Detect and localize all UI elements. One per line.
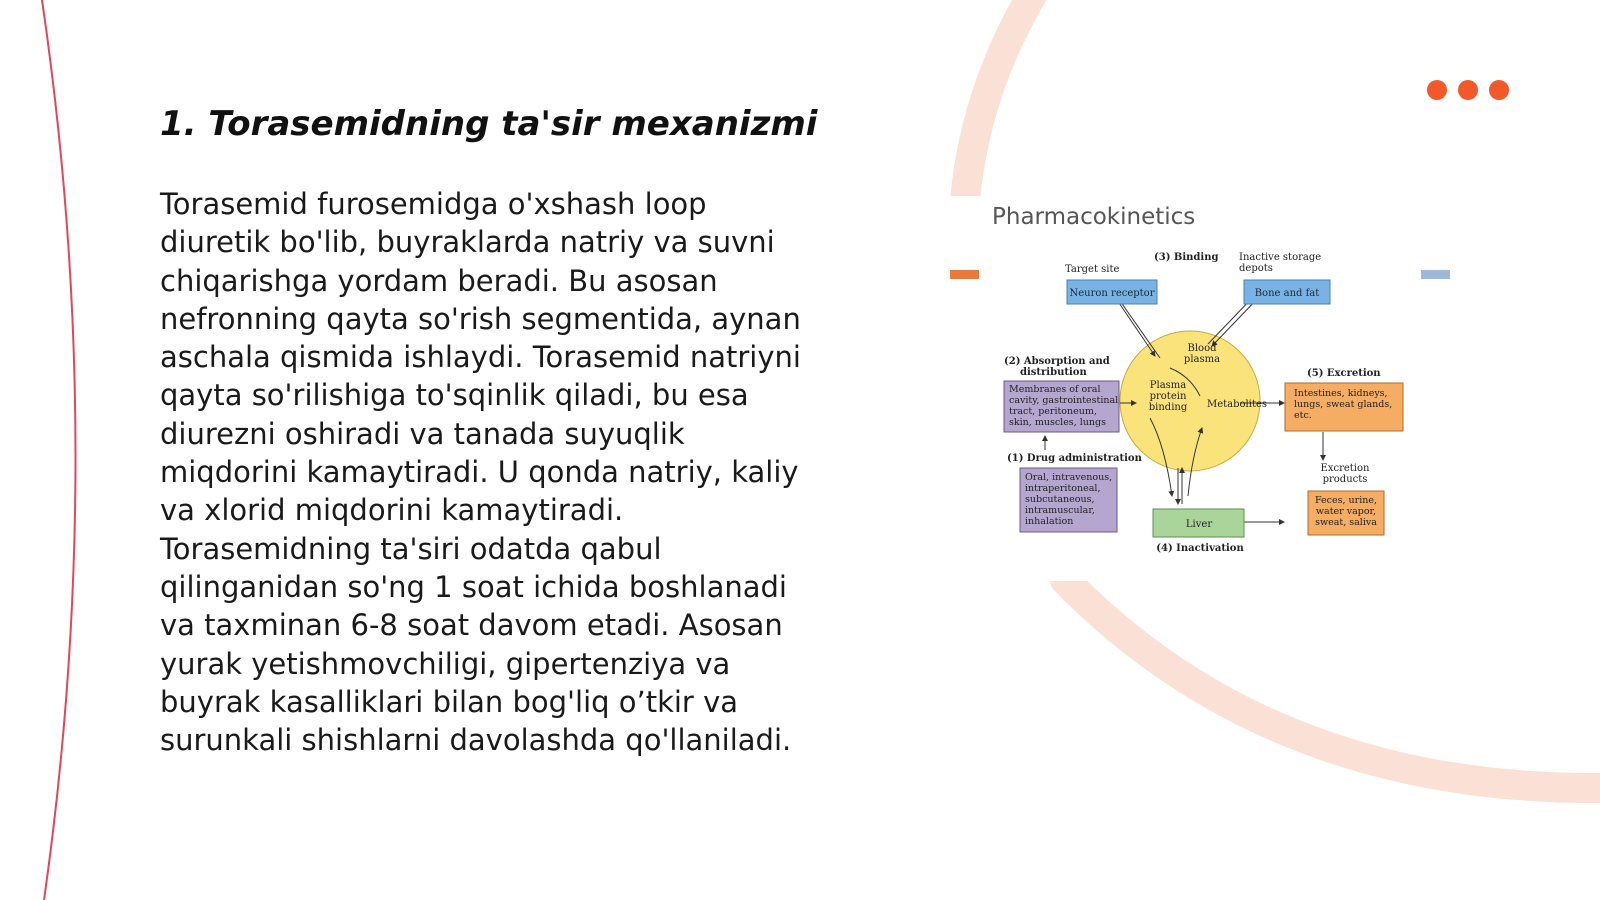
slide-title: 1. Torasemidning ta'sir mexanizmi — [160, 104, 818, 144]
plasma-protein-binding-label: protein — [1149, 391, 1187, 402]
body-line: qayta so'rilishiga to'sqinlik qiladi, bu esa — [160, 378, 749, 413]
left-curve-line — [42, 0, 76, 900]
body-line: yurak yetishmovchiligi, gipertenziya va — [160, 646, 731, 681]
pharmacokinetics-diagram — [950, 196, 1460, 581]
excretion-products-label: Excretion — [1320, 463, 1370, 474]
products-box-label: Feces, urine, — [1314, 495, 1378, 506]
administration-label: subcutaneous, — [1025, 494, 1095, 505]
dot-icon — [1489, 80, 1509, 100]
body-line: chiqarishga yordam beradi. Bu asosan — [160, 263, 718, 298]
inactive-storage-label: depots — [1239, 263, 1273, 274]
products-box-label: sweat, saliva — [1315, 517, 1377, 528]
inactivation-header: (4) Inactivation — [1156, 543, 1244, 554]
figure-title: Pharmacokinetics — [992, 204, 1196, 230]
body-line: va xlorid miqdorini kamaytiradi. — [160, 493, 624, 528]
body-line: qilinganidan so'ng 1 soat ichida boshlanadi — [160, 569, 787, 604]
pharmacokinetics-figure — [950, 196, 1460, 581]
body-line: miqdorini kamaytiradi. U qonda natriy, kaliy — [160, 455, 799, 490]
metabolites-label: Metabolites — [1206, 399, 1268, 410]
body-line: Torasemid furosemidga o'xshash loop — [160, 187, 707, 221]
body-line: Torasemidning ta'siri odatda qabul — [160, 531, 662, 566]
decorative-dots — [1427, 80, 1509, 100]
administration-label: intramuscular, — [1025, 505, 1095, 516]
plasma-protein-binding-label: Plasma — [1149, 380, 1187, 391]
body-line: va taxminan 6-8 soat davom etadi. Asosan — [160, 608, 783, 643]
body-line: nefronning qayta so'rish segmentida, aynan — [160, 301, 801, 336]
dot-icon — [1427, 80, 1447, 100]
membranes-label: tract, peritoneum, — [1009, 406, 1097, 417]
blood-plasma-label: plasma — [1183, 354, 1221, 365]
neuron-receptor-label: Neuron receptor — [1069, 288, 1155, 299]
liver-label: Liver — [1185, 519, 1213, 530]
administration-header: (1) Drug administration — [1007, 453, 1142, 464]
body-line: diurezni oshiradi va tanada suyuqlik — [160, 416, 685, 451]
decorative-arc-top — [965, 0, 1035, 200]
absorption-header: (2) Absorption and — [1004, 356, 1110, 367]
decorative-arc-bottom — [1065, 580, 1600, 788]
inactive-storage-label: Inactive storage — [1239, 252, 1322, 263]
administration-label: Oral, intravenous, — [1025, 472, 1113, 483]
body-line: diuretik bo'lib, buyraklarda natriy va suvni — [160, 225, 775, 260]
body-line: surunkali shishlarni davolashda qo'llaniladi. — [160, 723, 792, 758]
excretion-header: (5) Excretion — [1307, 368, 1381, 379]
membranes-label: cavity, gastrointestinal — [1009, 395, 1119, 406]
excretion-box-label: etc. — [1294, 410, 1312, 421]
body-line: buyrak kasalliklari bilan bog'liq o’tkir va — [160, 684, 739, 719]
excretion-box-label: lungs, sweat glands, — [1294, 399, 1393, 410]
products-box-label: water vapor, — [1315, 506, 1377, 517]
bone-and-fat-label: Bone and fat — [1254, 288, 1320, 299]
administration-label: inhalation — [1025, 516, 1074, 527]
body-line: aschala qismida ishlaydi. Torasemid natriyni — [160, 340, 801, 375]
administration-label: intraperitoneal, — [1025, 483, 1101, 494]
plasma-protein-binding-label: binding — [1148, 402, 1188, 413]
target-site-label: Target site — [1065, 264, 1120, 275]
body-paragraph — [160, 185, 840, 759]
excretion-box-label: Intestines, kidneys, — [1294, 388, 1388, 399]
membranes-label: Membranes of oral — [1009, 384, 1101, 395]
binding-header: (3) Binding — [1154, 252, 1219, 263]
dot-icon — [1458, 80, 1478, 100]
excretion-products-label: products — [1322, 474, 1368, 485]
membranes-label: skin, muscles, lungs — [1009, 417, 1106, 428]
blood-plasma-label: Blood — [1187, 343, 1217, 354]
absorption-header: distribution — [1020, 367, 1087, 378]
